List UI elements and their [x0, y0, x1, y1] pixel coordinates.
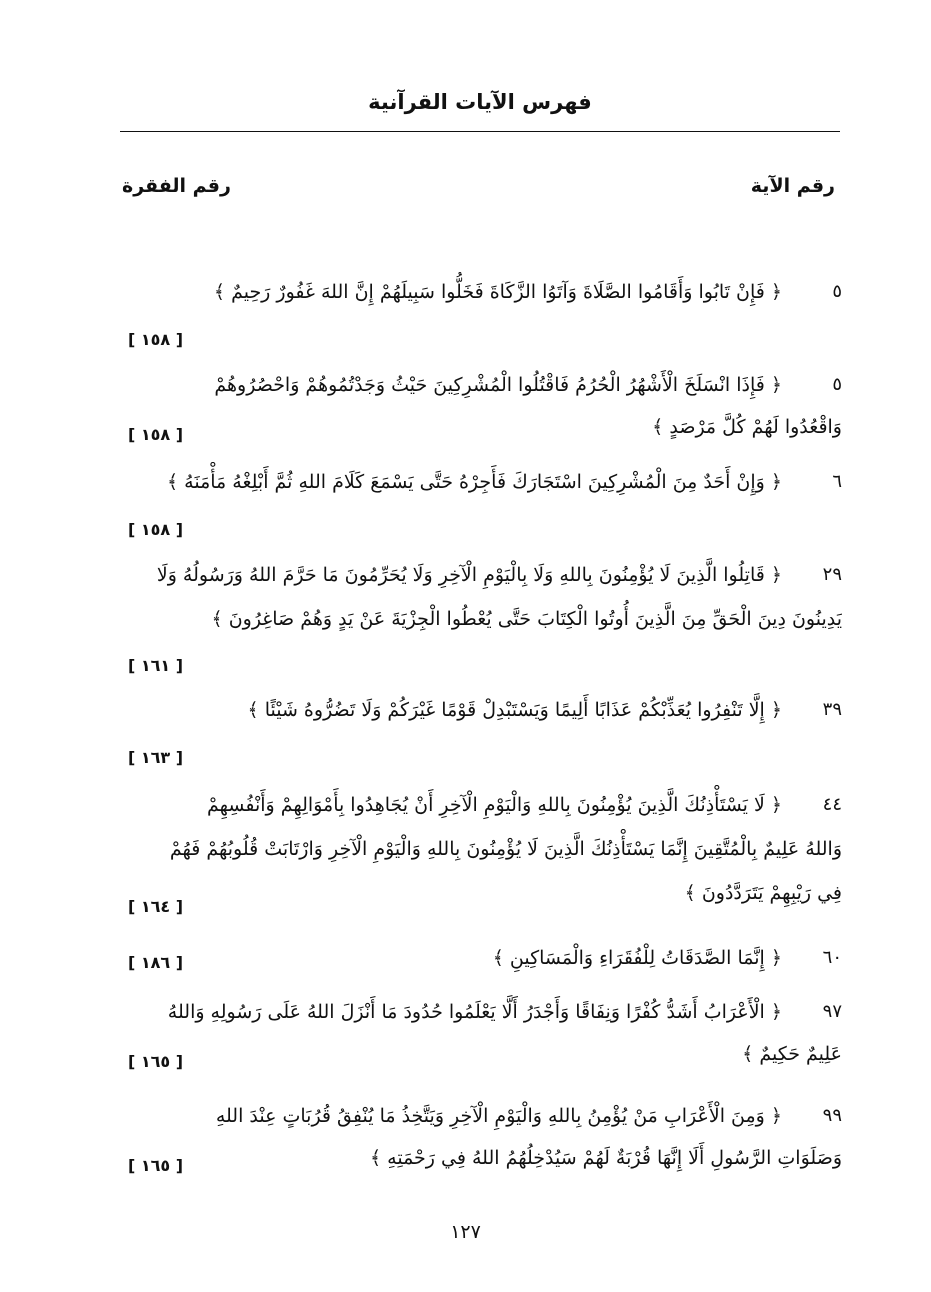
verse-number: ٥ — [832, 374, 842, 395]
verse-number: ٩٧ — [822, 1001, 842, 1022]
running-header: فهرس الآيات القرآنية — [368, 90, 592, 114]
verse-text: ﴿ إِنَّمَا الصَّدَقَاتُ لِلْفُقَرَاءِ وَالْمَسَاكِينِ ﴾ — [492, 947, 782, 969]
paragraph-reference: [ ١٦٤ ] — [128, 897, 184, 916]
verse-number: ٥ — [832, 281, 842, 302]
verse-text: ﴿ قَاتِلُوا الَّذِينَ لَا يُؤْمِنُونَ بِاللهِ وَلَا بِالْيَوْمِ الْآخِرِ وَلَا يُحَرِّمُونَ مَا حَرَّمَ اللهُ وَرَسُولُهُ وَلَا — [156, 564, 782, 586]
verse-text-continued: يَدِينُونَ دِينَ الْحَقِّ مِنَ الَّذِينَ أُوتُوا الْكِتَابَ حَتَّى يُعْطُوا الْجِزْيَةَ عَنْ يَدٍ وَهُمْ صَاغِرُونَ ﴾ — [211, 608, 842, 630]
paragraph-reference: [ ١٨٦ ] — [128, 953, 184, 972]
paragraph-reference: [ ١٥٨ ] — [128, 425, 184, 444]
paragraph-reference: [ ١٦٥ ] — [128, 1156, 184, 1175]
paragraph-reference: [ ١٦١ ] — [128, 656, 184, 675]
paragraph-reference: [ ١٦٣ ] — [128, 748, 184, 767]
verse-text: ﴿ لَا يَسْتَأْذِنُكَ الَّذِينَ يُؤْمِنُونَ بِاللهِ وَالْيَوْمِ الْآخِرِ أَنْ يُجَاهِدُوا بِأَمْوَالِهِمْ وَأَنْفُسِهِمْ — [206, 794, 782, 816]
verse-text: ﴿ وَإِنْ أَحَدٌ مِنَ الْمُشْرِكِينَ اسْتَجَارَكَ فَأَجِرْهُ حَتَّى يَسْمَعَ كَلَامَ اللهِ ثُمَّ أَبْلِغْهُ مَأْمَنَهُ ﴾ — [166, 471, 782, 493]
verse-text: ﴿ فَإِنْ تَابُوا وَأَقَامُوا الصَّلَاةَ وَآتَوُا الزَّكَاةَ فَخَلُّوا سَبِيلَهُمْ إِنَّ اللهَ غَفُورٌ رَحِيمٌ ﴾ — [213, 281, 782, 303]
verse-text-continued: وَاللهُ عَلِيمٌ بِالْمُتَّقِينَ إِنَّمَا يَسْتَأْذِنُكَ الَّذِينَ لَا يُؤْمِنُونَ بِاللهِ وَالْيَوْمِ الْآخِرِ وَارْتَابَتْ قُلُوبُهُمْ فَهُمْ — [169, 838, 842, 860]
verse-number: ٦ — [832, 471, 842, 492]
paragraph-number-column-heading: رقم الفقرة — [122, 175, 231, 197]
verse-number-column-heading: رقم الآية — [750, 175, 835, 197]
verse-text: ﴿ إِلَّا تَنْفِرُوا يُعَذِّبْكُمْ عَذَابًا أَلِيمًا وَيَسْتَبْدِلْ قَوْمًا غَيْرَكُمْ وَلَا تَضُرُّوهُ شَيْئًا ﴾ — [247, 699, 782, 721]
verse-number: ٤٤ — [822, 794, 842, 815]
verse-number: ٣٩ — [822, 699, 842, 720]
verse-text-continued: فِي رَيْبِهِمْ يَتَرَدَّدُونَ ﴾ — [684, 882, 842, 904]
verse-text: ﴿ فَإِذَا انْسَلَخَ الْأَشْهُرُ الْحُرُمُ فَاقْتُلُوا الْمُشْرِكِينَ حَيْثُ وَجَدْتُمُوهُمْ وَاحْصُرُوهُمْ — [214, 374, 782, 396]
verse-text: ﴿ الْأَعْرَابُ أَشَدُّ كُفْرًا وَنِفَاقًا وَأَجْدَرُ أَلَّا يَعْلَمُوا حُدُودَ مَا أَنْزَلَ اللهُ عَلَى رَسُولِهِ وَاللهُ — [167, 1001, 782, 1023]
verse-number: ٩٩ — [822, 1105, 842, 1126]
page-number: ١٢٧ — [450, 1221, 481, 1243]
verse-number: ٦٠ — [822, 947, 842, 968]
paragraph-reference: [ ١٥٨ ] — [128, 520, 184, 539]
header-rule — [120, 131, 840, 132]
verse-text: ﴿ وَمِنَ الْأَعْرَابِ مَنْ يُؤْمِنُ بِاللهِ وَالْيَوْمِ الْآخِرِ وَيَتَّخِذُ مَا يُنْفِقُ قُرُبَاتٍ عِنْدَ اللهِ — [215, 1105, 782, 1127]
verse-text-continued: وَصَلَوَاتِ الرَّسُولِ أَلَا إِنَّهَا قُرْبَةٌ لَهُمْ سَيُدْخِلُهُمُ اللهُ فِي رَحْمَتِهِ ﴾ — [369, 1147, 842, 1169]
paragraph-reference: [ ١٥٨ ] — [128, 330, 184, 349]
verse-number: ٢٩ — [822, 564, 842, 585]
paragraph-reference: [ ١٦٥ ] — [128, 1052, 184, 1071]
verse-text-continued: عَلِيمٌ حَكِيمٌ ﴾ — [742, 1043, 842, 1065]
verse-text-continued: وَاقْعُدُوا لَهُمْ كُلَّ مَرْصَدٍ ﴾ — [652, 416, 842, 438]
